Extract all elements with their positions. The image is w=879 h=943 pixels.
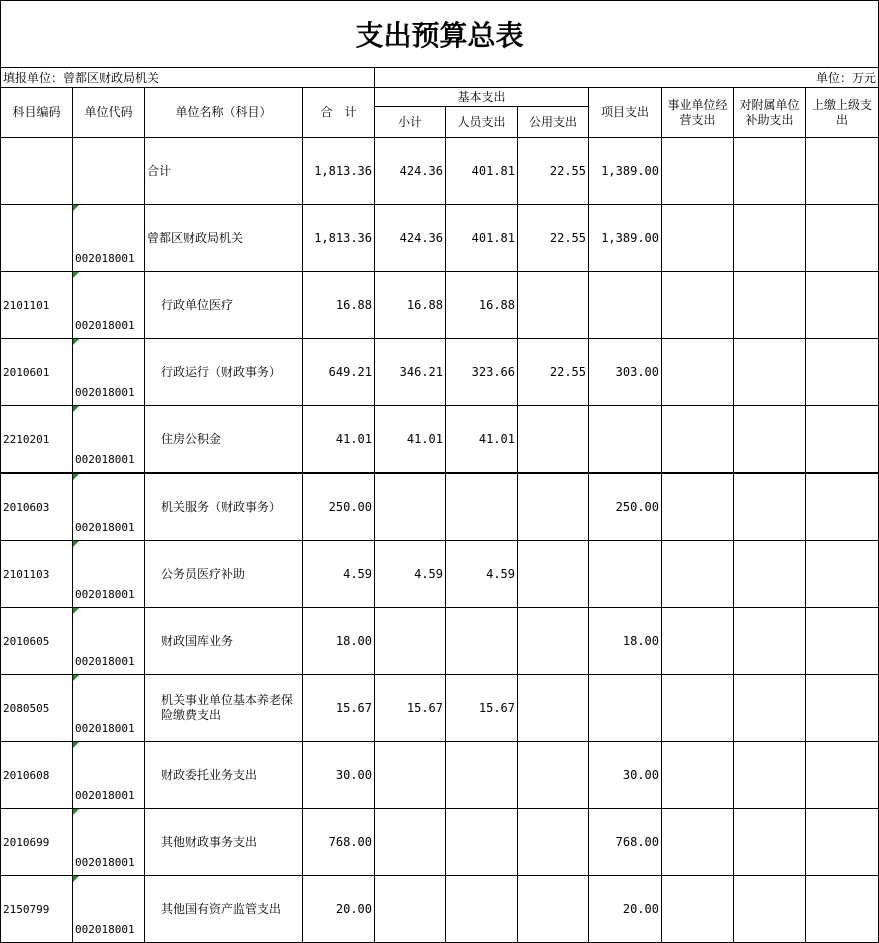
unit-code-cell xyxy=(73,675,145,742)
personnel-cell xyxy=(446,742,518,809)
public-cell xyxy=(518,541,589,608)
table-row xyxy=(1,809,879,876)
subject-code-cell: 2010608 xyxy=(1,742,73,809)
cell-marker-icon xyxy=(73,272,79,278)
subject-code-cell: 2010603 xyxy=(1,473,73,541)
subtotal-cell: 41.01 xyxy=(375,406,446,474)
unit-code-text: 002018001 xyxy=(75,521,135,534)
subject-code-cell: 2080505 xyxy=(1,675,73,742)
personnel-cell: 401.81 xyxy=(446,205,518,272)
subject-code-cell: 2101103 xyxy=(1,541,73,608)
header-subsidy-expenditure: 对附属单位补助支出 xyxy=(734,88,806,138)
subsidy-cell xyxy=(734,608,806,675)
project-cell xyxy=(589,541,662,608)
total-cell: 1,813.36 xyxy=(303,205,375,272)
subject-code-cell: 2101101 xyxy=(1,272,73,339)
unit-code-cell xyxy=(73,205,145,272)
unit-code-cell xyxy=(73,272,145,339)
subtotal-cell xyxy=(375,876,446,943)
subsidy-cell xyxy=(734,473,806,541)
unit-code-text: 002018001 xyxy=(75,386,135,399)
subtotal-cell: 4.59 xyxy=(375,541,446,608)
table-row xyxy=(1,473,879,541)
total-cell: 250.00 xyxy=(303,473,375,541)
unit-name-cell: 机关服务（财政事务） xyxy=(145,473,303,541)
total-cell: 41.01 xyxy=(303,406,375,474)
unit-code-text: 002018001 xyxy=(75,588,135,601)
header-subtotal: 小计 xyxy=(375,107,446,138)
remit-cell xyxy=(806,406,879,474)
header-unit-code: 单位代码 xyxy=(73,88,145,138)
unit-name-cell: 其他国有资产监管支出 xyxy=(145,876,303,943)
enterprise-cell xyxy=(662,272,734,339)
total-cell: 18.00 xyxy=(303,608,375,675)
public-cell xyxy=(518,809,589,876)
subsidy-cell xyxy=(734,742,806,809)
unit-name-cell: 合计 xyxy=(145,138,303,205)
project-cell xyxy=(589,406,662,474)
personnel-cell xyxy=(446,473,518,541)
cell-marker-icon xyxy=(73,809,79,815)
unit-name-cell: 曾都区财政局机关 xyxy=(145,205,303,272)
enterprise-cell xyxy=(662,742,734,809)
project-cell: 303.00 xyxy=(589,339,662,406)
public-cell xyxy=(518,272,589,339)
personnel-cell xyxy=(446,608,518,675)
unit-code-text: 002018001 xyxy=(75,923,135,936)
subtotal-cell: 424.36 xyxy=(375,138,446,205)
cell-marker-icon xyxy=(73,742,79,748)
header-subject-code: 科目编码 xyxy=(1,88,73,138)
subtotal-cell xyxy=(375,608,446,675)
public-cell xyxy=(518,876,589,943)
subtotal-cell: 424.36 xyxy=(375,205,446,272)
project-cell: 1,389.00 xyxy=(589,138,662,205)
table-row xyxy=(1,742,879,809)
cell-marker-icon xyxy=(73,406,79,412)
project-cell: 250.00 xyxy=(589,473,662,541)
remit-cell xyxy=(806,541,879,608)
subsidy-cell xyxy=(734,876,806,943)
enterprise-cell xyxy=(662,339,734,406)
unit-name-cell: 行政单位医疗 xyxy=(145,272,303,339)
unit-code-cell xyxy=(73,541,145,608)
project-cell xyxy=(589,272,662,339)
table-row xyxy=(1,608,879,675)
total-cell: 15.67 xyxy=(303,675,375,742)
unit-code-text: 002018001 xyxy=(75,655,135,668)
total-cell: 4.59 xyxy=(303,541,375,608)
cell-marker-icon xyxy=(73,541,79,547)
subject-code-cell: 2010601 xyxy=(1,339,73,406)
unit-name-cell: 其他财政事务支出 xyxy=(145,809,303,876)
personnel-cell: 4.59 xyxy=(446,541,518,608)
enterprise-cell xyxy=(662,406,734,474)
subject-code-cell: 2010699 xyxy=(1,809,73,876)
personnel-cell xyxy=(446,876,518,943)
total-cell: 649.21 xyxy=(303,339,375,406)
amount-unit: 单位：万元 xyxy=(375,68,879,88)
personnel-cell: 41.01 xyxy=(446,406,518,474)
unit-code-cell xyxy=(73,406,145,474)
subsidy-cell xyxy=(734,205,806,272)
subsidy-cell xyxy=(734,339,806,406)
subsidy-cell xyxy=(734,272,806,339)
project-cell: 18.00 xyxy=(589,608,662,675)
header-remit-expenditure: 上缴上级支出 xyxy=(806,88,879,138)
unit-name-cell: 住房公积金 xyxy=(145,406,303,474)
cell-marker-icon xyxy=(73,474,79,480)
unit-code-cell xyxy=(73,339,145,406)
personnel-cell: 16.88 xyxy=(446,272,518,339)
unit-code-text: 002018001 xyxy=(75,722,135,735)
header-project-expenditure: 项目支出 xyxy=(589,88,662,138)
total-cell: 20.00 xyxy=(303,876,375,943)
table-row xyxy=(1,272,879,339)
subtotal-cell xyxy=(375,473,446,541)
unit-name-cell: 机关事业单位基本养老保险缴费支出 xyxy=(145,675,303,742)
cell-marker-icon xyxy=(73,876,79,882)
unit-code-text: 002018001 xyxy=(75,856,135,869)
public-cell xyxy=(518,608,589,675)
unit-code-cell xyxy=(73,473,145,541)
subtotal-cell: 346.21 xyxy=(375,339,446,406)
remit-cell xyxy=(806,205,879,272)
cell-marker-icon xyxy=(73,608,79,614)
subject-code-cell xyxy=(1,205,73,272)
enterprise-cell xyxy=(662,675,734,742)
total-cell: 30.00 xyxy=(303,742,375,809)
unit-code-text: 002018001 xyxy=(75,453,135,466)
enterprise-cell xyxy=(662,876,734,943)
enterprise-cell xyxy=(662,138,734,205)
total-cell: 1,813.36 xyxy=(303,138,375,205)
unit-name-cell: 财政国库业务 xyxy=(145,608,303,675)
subtotal-cell xyxy=(375,742,446,809)
unit-code-text: 002018001 xyxy=(75,319,135,332)
personnel-cell: 401.81 xyxy=(446,138,518,205)
subsidy-cell xyxy=(734,138,806,205)
table-row xyxy=(1,675,879,742)
unit-code-text: 002018001 xyxy=(75,252,135,265)
header-public: 公用支出 xyxy=(518,107,589,138)
remit-cell xyxy=(806,339,879,406)
header-total: 合 计 xyxy=(303,88,375,138)
enterprise-cell xyxy=(662,809,734,876)
reporting-unit: 填报单位：曾都区财政局机关 xyxy=(1,68,375,88)
subtotal-cell xyxy=(375,809,446,876)
remit-cell xyxy=(806,809,879,876)
unit-code-cell xyxy=(73,809,145,876)
page-title: 支出预算总表 xyxy=(1,1,879,68)
project-cell xyxy=(589,675,662,742)
total-cell: 16.88 xyxy=(303,272,375,339)
public-cell: 22.55 xyxy=(518,138,589,205)
subsidy-cell xyxy=(734,541,806,608)
personnel-cell: 323.66 xyxy=(446,339,518,406)
header-personnel: 人员支出 xyxy=(446,107,518,138)
public-cell: 22.55 xyxy=(518,339,589,406)
header-enterprise-expenditure: 事业单位经营支出 xyxy=(662,88,734,138)
unit-code-cell xyxy=(73,138,145,205)
public-cell xyxy=(518,742,589,809)
subsidy-cell xyxy=(734,809,806,876)
table-row xyxy=(1,205,879,272)
subject-code-cell: 2150799 xyxy=(1,876,73,943)
header-basic-expenditure: 基本支出 xyxy=(375,88,589,107)
total-cell: 768.00 xyxy=(303,809,375,876)
public-cell: 22.55 xyxy=(518,205,589,272)
subtotal-cell: 16.88 xyxy=(375,272,446,339)
subtotal-cell: 15.67 xyxy=(375,675,446,742)
unit-name-cell: 行政运行（财政事务） xyxy=(145,339,303,406)
remit-cell xyxy=(806,675,879,742)
remit-cell xyxy=(806,272,879,339)
unit-code-cell xyxy=(73,608,145,675)
remit-cell xyxy=(806,742,879,809)
public-cell xyxy=(518,406,589,474)
unit-code-text: 002018001 xyxy=(75,789,135,802)
unit-name-cell: 财政委托业务支出 xyxy=(145,742,303,809)
subsidy-cell xyxy=(734,675,806,742)
subject-code-cell: 2010605 xyxy=(1,608,73,675)
public-cell xyxy=(518,473,589,541)
unit-code-cell xyxy=(73,876,145,943)
table-row xyxy=(1,138,879,205)
project-cell: 30.00 xyxy=(589,742,662,809)
personnel-cell xyxy=(446,809,518,876)
remit-cell xyxy=(806,138,879,205)
enterprise-cell xyxy=(662,205,734,272)
enterprise-cell xyxy=(662,473,734,541)
remit-cell xyxy=(806,876,879,943)
remit-cell xyxy=(806,473,879,541)
header-unit-name: 单位名称（科目） xyxy=(145,88,303,138)
subject-code-cell xyxy=(1,138,73,205)
personnel-cell: 15.67 xyxy=(446,675,518,742)
public-cell xyxy=(518,675,589,742)
subsidy-cell xyxy=(734,406,806,474)
table-row xyxy=(1,876,879,943)
unit-name-cell: 公务员医疗补助 xyxy=(145,541,303,608)
table-row xyxy=(1,406,879,474)
project-cell: 20.00 xyxy=(589,876,662,943)
cell-marker-icon xyxy=(73,675,79,681)
table-row xyxy=(1,339,879,406)
unit-code-cell xyxy=(73,742,145,809)
cell-marker-icon xyxy=(73,205,79,211)
remit-cell xyxy=(806,608,879,675)
project-cell: 1,389.00 xyxy=(589,205,662,272)
table-row xyxy=(1,541,879,608)
enterprise-cell xyxy=(662,541,734,608)
enterprise-cell xyxy=(662,608,734,675)
subject-code-cell: 2210201 xyxy=(1,406,73,474)
project-cell: 768.00 xyxy=(589,809,662,876)
cell-marker-icon xyxy=(73,339,79,345)
